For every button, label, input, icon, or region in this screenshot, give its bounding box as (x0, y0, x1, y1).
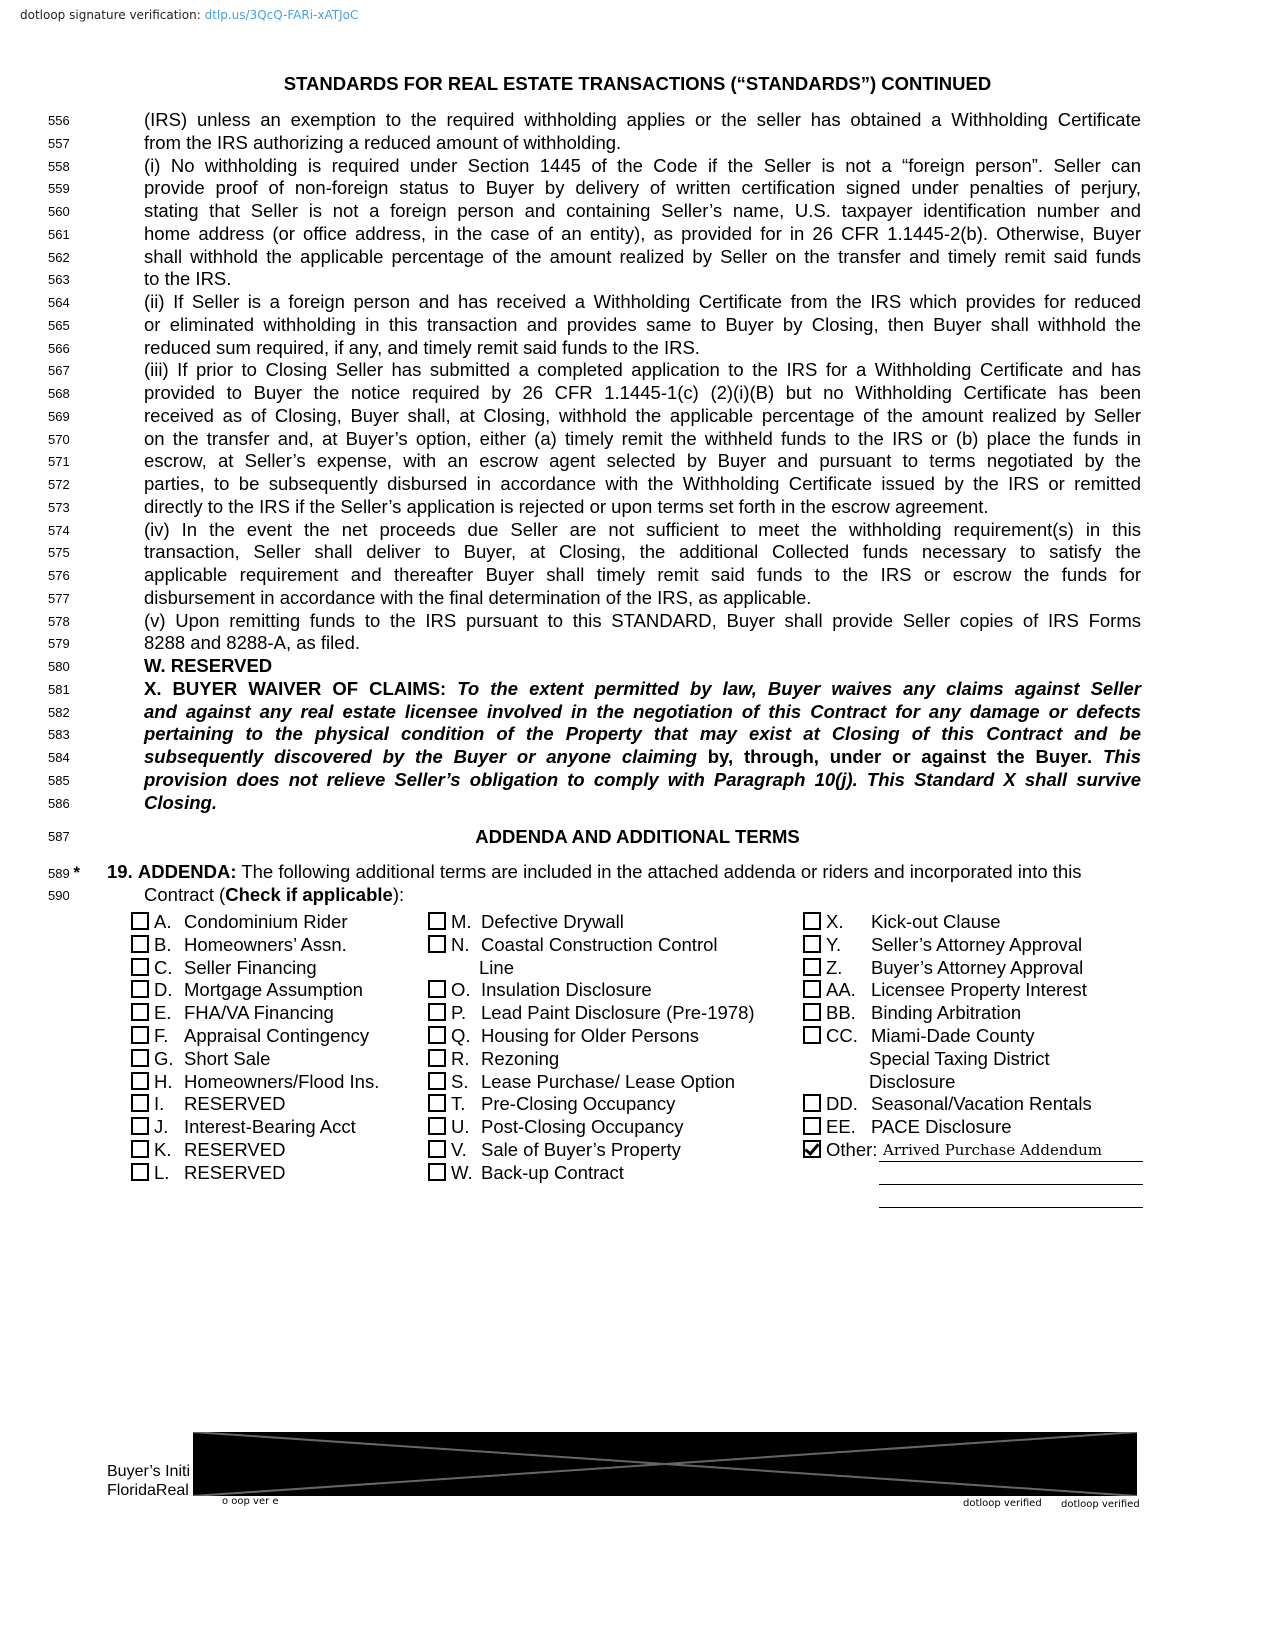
text-segment: received as of Closing, Buyer shall, at Closing, withhold the applicable percentage of the amount realized by Seller (144, 404, 1141, 426)
checkbox[interactable] (131, 1072, 149, 1090)
line-number: 558 (48, 158, 70, 174)
text-segment: or eliminated withholding in this transaction and provides same to Buyer by Closing, then Buyer shall withhold the (144, 313, 1141, 335)
addendum-code: W. (451, 1161, 473, 1183)
text-segment: to the IRS. (144, 268, 232, 290)
text-segment: parties, to be subsequently disbursed in accordance with the Withholding Certificate issued by the IRS or remitted (144, 473, 1141, 494)
addendum-item (803, 1116, 1012, 1138)
addendum-code: EE. (826, 1116, 856, 1138)
text-segment: W. RESERVED (144, 655, 273, 676)
text-line (144, 428, 1141, 450)
line-number: 586 (48, 795, 70, 811)
addendum-item (428, 1025, 699, 1047)
dotloop-verified-stamp: dotloop verified (1061, 1499, 1140, 1510)
text-segment: 8288 and 8288-A, as filed. (144, 632, 360, 654)
text-line (144, 109, 1141, 131)
text-segment: subsequently discovered by the Buyer or anyone claiming (144, 746, 708, 767)
addendum-label: Coastal Construction Control (481, 933, 718, 955)
checkbox[interactable] (428, 1094, 446, 1112)
checkbox[interactable] (131, 935, 149, 953)
text-line (144, 746, 1141, 768)
text-segment: by, through, under or against the Buyer. (707, 746, 1103, 767)
addendum-label: Post-Closing Occupancy (481, 1116, 684, 1138)
text-line (144, 473, 1141, 495)
addendum-label: Lead Paint Disclosure (Pre-1978) (481, 1002, 755, 1024)
other-line-3 (879, 1207, 1143, 1208)
text-segment: on the transfer and, at Buyer’s option, either (a) timely remit the withheld funds to the IRS or (b) place the funds in (144, 427, 1141, 449)
line-number: 564 (48, 295, 70, 310)
addendum-item (131, 1071, 379, 1093)
addendum-code: D. (154, 979, 173, 1001)
line-number: 561 (48, 226, 70, 242)
line-number: 585 (48, 772, 70, 788)
addendum-label: Rezoning (481, 1047, 560, 1069)
addendum-item (131, 934, 347, 956)
text-segment: provide proof of non-foreign status to Buyer by delivery of written certification signed under penalties of perjury, (144, 177, 1141, 199)
text-line (144, 200, 1141, 222)
addendum-label: FHA/VA Financing (184, 1002, 334, 1024)
text-line (144, 314, 1141, 336)
paragraph-19: 19. ADDENDA: The following additional terms are included in the attached addenda or riders and incorporated into this (107, 861, 1082, 882)
text-line (144, 337, 1141, 359)
addendum-item (131, 1116, 356, 1138)
text-segment: This (1102, 746, 1141, 767)
text-line (144, 223, 1141, 245)
addenda-heading: ADDENDA AND ADDITIONAL TERMS (475, 826, 800, 847)
text-segment: (iii) If prior to Closing Seller has submitted a completed application to the IRS for a Withholding Certificate and has (144, 359, 1141, 381)
addendum-label: Appraisal Contingency (184, 1025, 370, 1046)
checked-checkbox[interactable] (803, 1140, 821, 1158)
checkbox[interactable] (428, 1049, 446, 1067)
addendum-label: Sale of Buyer’s Property (481, 1139, 681, 1160)
checkbox[interactable] (428, 1140, 446, 1158)
addendum-code: O. (451, 979, 471, 1001)
checkbox[interactable] (131, 1003, 149, 1021)
text-segment: from the IRS authorizing a reduced amount of withholding. (144, 131, 622, 153)
text-segment: applicable requirement and thereafter Buyer shall timely remit said funds to the IRS or escrow the funds for (144, 564, 1141, 585)
addendum-label: Kick-out Clause (871, 911, 1001, 932)
addendum-label-continued: Special Taxing District (869, 1047, 1050, 1069)
line-number: 579 (48, 636, 70, 652)
text-line (144, 564, 1141, 586)
addendum-code: J. (154, 1116, 169, 1138)
addendum-code: BB. (826, 1002, 856, 1024)
text-segment: and against any real estate licensee involved in the negotiation of this Contract for any damage or defects (144, 700, 1141, 722)
buyers-initials-label: Buyer’s Initi (107, 1463, 190, 1480)
checkbox[interactable] (428, 935, 446, 953)
addendum-item (803, 911, 1001, 933)
addendum-item (428, 934, 718, 956)
line-number: 570 (48, 431, 70, 447)
text-segment: directly to the IRS if the Seller’s application is rejected or upon terms set forth in the escrow agreement. (144, 495, 989, 517)
addendum-code: DD. (826, 1093, 858, 1115)
checkbox[interactable] (803, 980, 821, 998)
addendum-code: A. (154, 911, 172, 932)
verification-label: dotloop signature verification: (20, 8, 201, 22)
line-number: 589 * (48, 863, 80, 882)
addendum-item (803, 1002, 1021, 1024)
addendum-code: CC. (826, 1025, 858, 1046)
addendum-item (428, 911, 624, 933)
text-segment: (ii) If Seller is a foreign person and has received a Withholding Certificate from the IRS which provides for reduced (144, 291, 1141, 312)
checkbox[interactable] (131, 1049, 149, 1067)
addendum-item (131, 957, 317, 979)
addendum-label: Binding Arbitration (871, 1002, 1022, 1024)
checkbox[interactable] (803, 935, 821, 953)
text-line (144, 246, 1141, 268)
line-number: 562 (48, 249, 70, 265)
text-segment: (v) Upon remitting funds to the IRS pursuant to this STANDARD, Buyer shall provide Seller copies of IRS Forms (144, 609, 1141, 631)
line-number: 568 (48, 386, 70, 401)
text-line (144, 701, 1141, 723)
redacted-signature-block (193, 1432, 1137, 1496)
addendum-code: K. (154, 1139, 172, 1160)
addendum-label: Homeowners’ Assn. (184, 933, 347, 955)
text-line (144, 359, 1141, 381)
line-number: 557 (48, 135, 70, 151)
line-number: 582 (48, 704, 70, 720)
line-number: 587 (48, 829, 70, 844)
page-title: STANDARDS FOR REAL ESTATE TRANSACTIONS (“STANDARDS”) CONTINUED (283, 73, 992, 94)
addendum-label: Buyer’s Attorney Approval (871, 956, 1084, 978)
text-line (144, 132, 1141, 154)
redaction-cross-icon (193, 1432, 1137, 1496)
addendum-item (803, 957, 1083, 979)
addendum-code: E. (154, 1002, 172, 1024)
addendum-label: Interest-Bearing Acct (184, 1116, 356, 1138)
addendum-item (803, 1093, 1092, 1115)
line-number: 574 (48, 522, 70, 538)
form-name: FloridaReal (107, 1482, 189, 1499)
checkbox[interactable] (428, 1072, 446, 1090)
text-line (144, 587, 1141, 609)
text-line (144, 405, 1141, 427)
text-line (144, 678, 1141, 700)
line-number: 583 (48, 727, 70, 743)
checkbox[interactable] (803, 912, 821, 930)
checkbox[interactable] (131, 1163, 149, 1181)
checkbox[interactable] (428, 1026, 446, 1044)
addendum-code: AA. (826, 979, 856, 1001)
text-segment: transaction, Seller shall deliver to Buyer, at Closing, the additional Collected funds necessary to satisfy the (144, 541, 1141, 563)
text-segment: home address (or office address, in the case of an entity), as provided for in 26 CFR 1.1445-2(b). Otherwise, Buyer (144, 222, 1141, 244)
addendum-code: Q. (451, 1025, 471, 1046)
addendum-item (131, 979, 363, 1001)
text-line (144, 769, 1141, 791)
checkbox[interactable] (131, 1094, 149, 1112)
text-segment: X. BUYER WAIVER OF CLAIMS: (144, 677, 458, 699)
text-segment: shall withhold the applicable percentage of the amount realized by Seller on the transfer and timely remit said funds (144, 245, 1141, 267)
addendum-code: X. (826, 911, 844, 932)
line-number: 571 (48, 454, 70, 470)
addendum-label: Lease Purchase/ Lease Option (481, 1070, 736, 1092)
line-number: 578 (48, 613, 70, 629)
addendum-code: I. (154, 1093, 165, 1115)
text-line (144, 382, 1141, 404)
addendum-code: Y. (826, 933, 842, 955)
addendum-label: Insulation Disclosure (481, 979, 652, 1001)
text-line (144, 496, 1141, 518)
checkbox[interactable] (803, 958, 821, 976)
checkbox[interactable] (428, 1003, 446, 1021)
text-line (144, 268, 1141, 290)
addendum-item (131, 1002, 334, 1024)
addendum-label: Homeowners/Flood Ins. (184, 1070, 380, 1092)
text-line (144, 632, 1141, 654)
text-segment: (IRS) unless an exemption to the required withholding applies or the seller has obtained a Withholding Certificate (144, 109, 1141, 130)
addendum-label: Mortgage Assumption (184, 979, 363, 1001)
addendum-label: Pre-Closing Occupancy (481, 1093, 676, 1115)
addendum-code: V. (451, 1139, 467, 1160)
dotloop-verified-stamp: dotloop verified (963, 1498, 1042, 1509)
addendum-item (428, 1071, 735, 1093)
addendum-label: Other: (826, 1139, 878, 1160)
checkbox[interactable] (803, 1094, 821, 1112)
addendum-label: Defective Drywall (481, 911, 624, 932)
text-segment: To the extent permitted by law, Buyer waives any claims against Seller (457, 677, 1141, 699)
addendum-item (131, 1162, 285, 1184)
line-number: 573 (48, 499, 70, 515)
text-segment: (iv) In the event the net proceeds due Seller are not sufficient to meet the withholding requirement(s) in this (144, 518, 1141, 540)
addendum-label: RESERVED (184, 1093, 286, 1115)
text-line (144, 155, 1141, 177)
addendum-code: S. (451, 1070, 469, 1092)
line-number: 569 (48, 408, 70, 424)
addendum-label-continued: Line (479, 956, 514, 978)
addendum-item (428, 1162, 624, 1184)
addendum-item (428, 1093, 675, 1115)
paragraph-19-line2: Contract (Check if applicable): (144, 884, 405, 905)
line-number: 575 (48, 545, 70, 561)
addendum-item (131, 911, 347, 933)
addendum-label: Licensee Property Interest (871, 979, 1087, 1001)
checkbox[interactable] (803, 1117, 821, 1135)
addendum-item (803, 979, 1087, 1001)
text-segment: disbursement in accordance with the final determination of the IRS, as applicable. (144, 586, 812, 608)
text-segment: stating that Seller is not a foreign person and containing Seller’s name, U.S. taxpayer identification number and (144, 200, 1141, 221)
addendum-label: RESERVED (184, 1161, 286, 1183)
checkbox[interactable] (428, 980, 446, 998)
line-number: 560 (48, 204, 70, 219)
line-number: 572 (48, 477, 70, 492)
addendum-label-continued: Disclosure (869, 1070, 956, 1092)
line-number: 580 (48, 659, 70, 674)
text-line (144, 541, 1141, 563)
addendum-item (131, 1048, 270, 1070)
addendum-item (131, 1093, 285, 1115)
addendum-code: G. (154, 1047, 174, 1069)
addendum-label: Condominium Rider (184, 911, 348, 932)
line-number: 556 (48, 113, 70, 128)
text-line (144, 519, 1141, 541)
addendum-label: PACE Disclosure (871, 1116, 1012, 1138)
text-line (144, 723, 1141, 745)
text-line (144, 610, 1141, 632)
other-addendum-value[interactable]: Arrived Purchase Addendum (883, 1141, 1103, 1159)
addendum-code: C. (154, 956, 173, 978)
addendum-item (428, 979, 652, 1001)
addendum-label: Seller Financing (184, 956, 317, 978)
text-segment: Closing. (144, 791, 217, 813)
addendum-code: T. (451, 1093, 466, 1115)
addendum-code: Z. (826, 956, 843, 978)
addendum-code: H. (154, 1070, 173, 1092)
addendum-item (803, 934, 1082, 956)
addendum-code: N. (451, 933, 470, 955)
addendum-item (428, 1116, 684, 1138)
line-number: 577 (48, 590, 70, 606)
addendum-item (131, 1139, 285, 1161)
text-segment: provided to Buyer the notice required by 26 CFR 1.1445-1(c) (2)(i)(B) but no Withholding Certificate has been (144, 382, 1141, 403)
line-number: 584 (48, 750, 70, 765)
text-line (144, 792, 1141, 814)
addendum-label: Short Sale (184, 1047, 271, 1069)
text-segment: pertaining to the physical condition of the Property that may exist at Closing of this Contract and be (144, 723, 1141, 745)
text-segment: reduced sum required, if any, and timely remit said funds to the IRS. (144, 336, 700, 358)
checkbox[interactable] (131, 1117, 149, 1135)
addendum-code: F. (154, 1025, 169, 1046)
checkbox[interactable] (428, 1163, 446, 1181)
line-number: 563 (48, 272, 70, 288)
addendum-code: B. (154, 933, 172, 955)
addendum-item (803, 1025, 1034, 1047)
addendum-code: U. (451, 1116, 470, 1138)
line-number: 567 (48, 363, 70, 379)
checkbox[interactable] (428, 1117, 446, 1135)
addendum-item (428, 1048, 559, 1070)
text-segment: escrow, at Seller’s expense, with an escrow agent selected by Buyer and pursuant to terms negotiated by the (144, 450, 1141, 472)
line-number: 565 (48, 317, 70, 333)
addendum-code: M. (451, 911, 472, 932)
text-line (144, 655, 1141, 677)
verification-link[interactable]: dtlp.us/3QcQ-FARi-xATJoC (204, 8, 359, 22)
addendum-code: L. (154, 1161, 170, 1183)
checkbox[interactable] (428, 912, 446, 930)
text-line (144, 291, 1141, 313)
text-line (144, 450, 1141, 472)
checkbox[interactable] (131, 980, 149, 998)
addendum-label: Miami-Dade County (871, 1025, 1035, 1046)
line-number: 559 (48, 181, 70, 197)
checkbox[interactable] (131, 1140, 149, 1158)
signature-verification (20, 8, 358, 22)
addendum-item (428, 1002, 755, 1024)
addendum-label: Housing for Older Persons (481, 1025, 699, 1046)
line-number: 590 (48, 888, 70, 903)
text-segment: provision does not relieve Seller’s obligation to comply with Paragraph 10(j). This Standard X shall survive (144, 768, 1141, 790)
line-number: 581 (48, 681, 70, 697)
addendum-item (803, 1139, 877, 1161)
checkbox[interactable] (131, 1026, 149, 1044)
dotloop-stamp: o oop ver e (222, 1496, 279, 1507)
checkbox[interactable] (803, 1003, 821, 1021)
line-number: 576 (48, 568, 70, 583)
text-line (144, 177, 1141, 199)
addendum-label: Seasonal/Vacation Rentals (871, 1093, 1092, 1115)
checkbox[interactable] (131, 912, 149, 930)
addendum-item (428, 1139, 681, 1161)
other-line-2 (879, 1184, 1143, 1185)
addendum-label: Seller’s Attorney Approval (871, 933, 1083, 955)
checkbox[interactable] (131, 958, 149, 976)
addendum-label: Back-up Contract (481, 1161, 624, 1183)
other-line-1 (879, 1161, 1143, 1162)
addendum-code: P. (451, 1002, 467, 1024)
text-segment: (i) No withholding is required under Section 1445 of the Code if the Seller is not a “foreign person”. Seller can (144, 154, 1141, 176)
addendum-item (131, 1025, 369, 1047)
line-number: 566 (48, 340, 70, 356)
addendum-code: R. (451, 1047, 470, 1069)
checkbox[interactable] (803, 1026, 821, 1044)
addendum-label: RESERVED (184, 1139, 286, 1160)
